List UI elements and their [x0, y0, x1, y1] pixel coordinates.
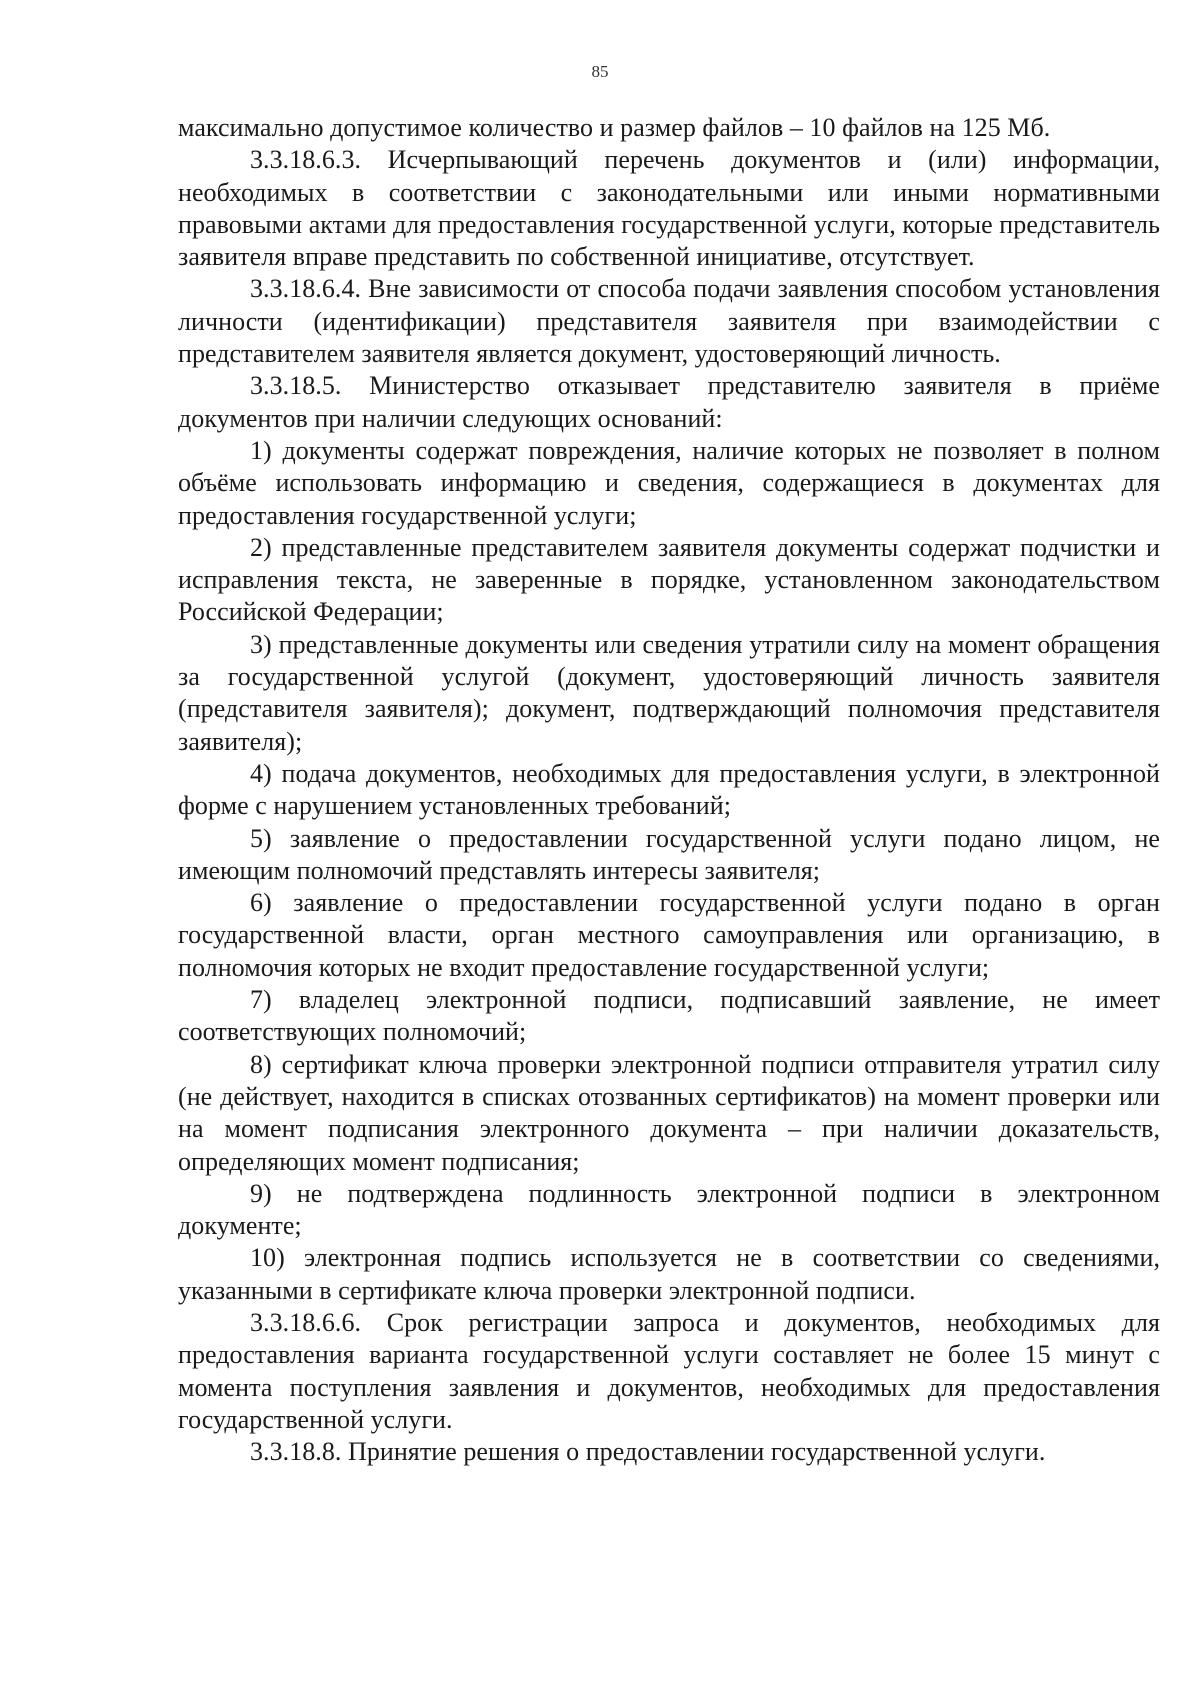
- document-body: [178, 112, 1160, 1468]
- list-item-5: 5) заявление о предоставлении государственной услуги подано лицом, не имеющим полномочий представлять интересы заявителя;: [178, 823, 1160, 885]
- paragraph-3-3-18-6-3: 3.3.18.6.3. Исчерпывающий перечень документов и (или) информации, необходимых в соответствии с законодательными или иными нормативными правовыми актами для предоставления государственной услуги, которые представитель заявителя вправе представить по собственной инициативе, отсутствует.: [178, 145, 1160, 272]
- list-item-6: 6) заявление о предоставлении государственной услуги подано в орган государственной власти, орган местного самоуправления или организацию, в полномочия которых не входит предоставление государственной услуги;: [178, 888, 1160, 982]
- paragraph-3-3-18-6-4: 3.3.18.6.4. Вне зависимости от способа подачи заявления способом установления личности (идентификации) представителя заявителя при взаимодействии с представителем заявителя является документ, удостоверяющий личность.: [178, 274, 1160, 369]
- page-number: 85: [591, 62, 609, 81]
- list-item-10: 10) электронная подпись используется не в соответствии со сведениями, указанными в сертификате ключа проверки электронной подписи.: [178, 1243, 1160, 1305]
- paragraph-3-3-18-5: 3.3.18.5. Министерство отказывает представителю заявителя в приёме документов при наличии следующих оснований:: [178, 371, 1160, 433]
- list-item-9: 9) не подтверждена подлинность электронной подписи в электронном документе;: [178, 1178, 1160, 1241]
- list-item-1: 1) документы содержат повреждения, наличие которых не позволяет в полном объёме использовать информацию и сведения, содержащиеся в документах для предоставления государственной услуги;: [178, 435, 1160, 530]
- paragraph-continuation: максимально допустимое количество и размер файлов – 10 файлов на 125 Мб.: [178, 113, 1051, 142]
- list-item-2: 2) представленные представителем заявителя документы содержат подчистки и исправления текста, не заверенные в порядке, установленном законодательством Российской Федерации;: [178, 532, 1160, 627]
- list-item-8: 8) сертификат ключа проверки электронной подписи отправителя утратил силу (не действует, находится в списках отозванных сертификатов) на момент проверки или на момент подписания электронного документа – при наличии доказательств, определяющих момент подписания;: [178, 1049, 1160, 1176]
- list-item-4: 4) подача документов, необходимых для предоставления услуги, в электронной форме с нарушением установленных требований;: [178, 758, 1160, 821]
- paragraph-3-3-18-8: 3.3.18.8. Принятие решения о предоставлении государственной услуги.: [250, 1437, 1046, 1467]
- list-item-3: 3) представленные документы или сведения утратили силу на момент обращения за государственной услугой (документ, удостоверяющий личность заявителя (представителя заявителя); документ, подтверждающий полномочия представителя заявителя);: [178, 629, 1160, 756]
- paragraph-3-3-18-6-6: 3.3.18.6.6. Срок регистрации запроса и документов, необходимых для предоставления варианта государственной услуги составляет не более 15 минут с момента поступления заявления и документов, необходимых для предоставления государственной услуги.: [178, 1307, 1160, 1434]
- list-item-7: 7) владелец электронной подписи, подписавший заявление, не имеет соответствующих полномочий;: [178, 985, 1160, 1047]
